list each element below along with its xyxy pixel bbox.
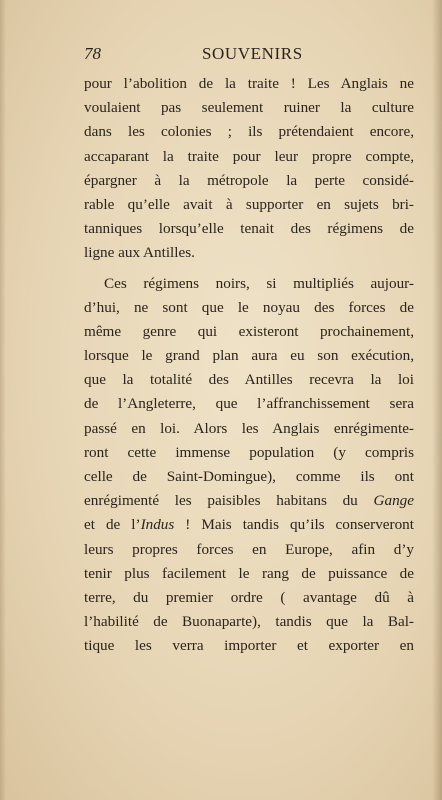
text-line: accaparant la traite pour leur propre compte, [84, 147, 414, 165]
running-head: SOUVENIRS [202, 44, 303, 63]
text-line: que la totalité des Antilles recevra la loi [84, 371, 414, 389]
text-line: lorsque le grand plan aura eu son exécution, [84, 347, 414, 365]
text-segment: enrégimenté les paisibles habitans du [84, 492, 358, 510]
text-line: dans les colonies ; ils prétendaient encore, [84, 123, 414, 141]
text-segment: ! Mais tandis qu’ils conserveront [174, 516, 414, 534]
text-line: épargner à la métropole la perte considé- [84, 171, 414, 189]
body-text [84, 72, 414, 659]
text-line: rable qu’elle avait à supporter en sujets bri- [84, 195, 414, 213]
italic-word: Gange [373, 492, 414, 510]
text-line: Ces régimens noirs, si multipliés aujour- [104, 274, 414, 292]
text-line: leurs propres forces en Europe, afin d’y [84, 540, 414, 558]
text-line: ligne aux Antilles. [84, 244, 195, 262]
page-header [84, 44, 414, 66]
text-line: tenir plus facilement le rang de puissance de [84, 564, 414, 582]
text-line: ront cette immense population (y compris [84, 443, 414, 461]
page-edge-shadow [432, 0, 442, 800]
text-line: voulaient pas seulement ruiner la culture [84, 99, 414, 117]
gutter-shadow [0, 0, 6, 800]
page-number: 78 [84, 44, 101, 63]
text-line: de l’Angleterre, que l’affranchissement sera [84, 395, 414, 413]
text-segment: et de l’ [84, 516, 141, 534]
text-line: celle de Saint-Domingue), comme ils ont [84, 468, 414, 485]
text-line: l’habilité de Buonaparte), tandis que la Bal- [84, 613, 414, 631]
text-line: d’hui, ne sont que le noyau des forces de [84, 298, 414, 316]
text-line: même genre qui existeront prochainement, [84, 322, 414, 340]
text-line [84, 489, 414, 513]
text-line: pour l’abolition de la traite ! Les Anglais ne [84, 75, 414, 92]
text-line: terre, du premier ordre ( avantage dû à [84, 588, 414, 606]
text-line: tique les verra importer et exporter en [84, 637, 414, 655]
text-line: passé en loi. Alors les Anglais enrégimente- [84, 419, 414, 437]
text-line [84, 513, 414, 537]
text-line: tanniques lorsqu’elle tenait des régimens de [84, 220, 414, 238]
italic-word: Indus [140, 516, 175, 534]
